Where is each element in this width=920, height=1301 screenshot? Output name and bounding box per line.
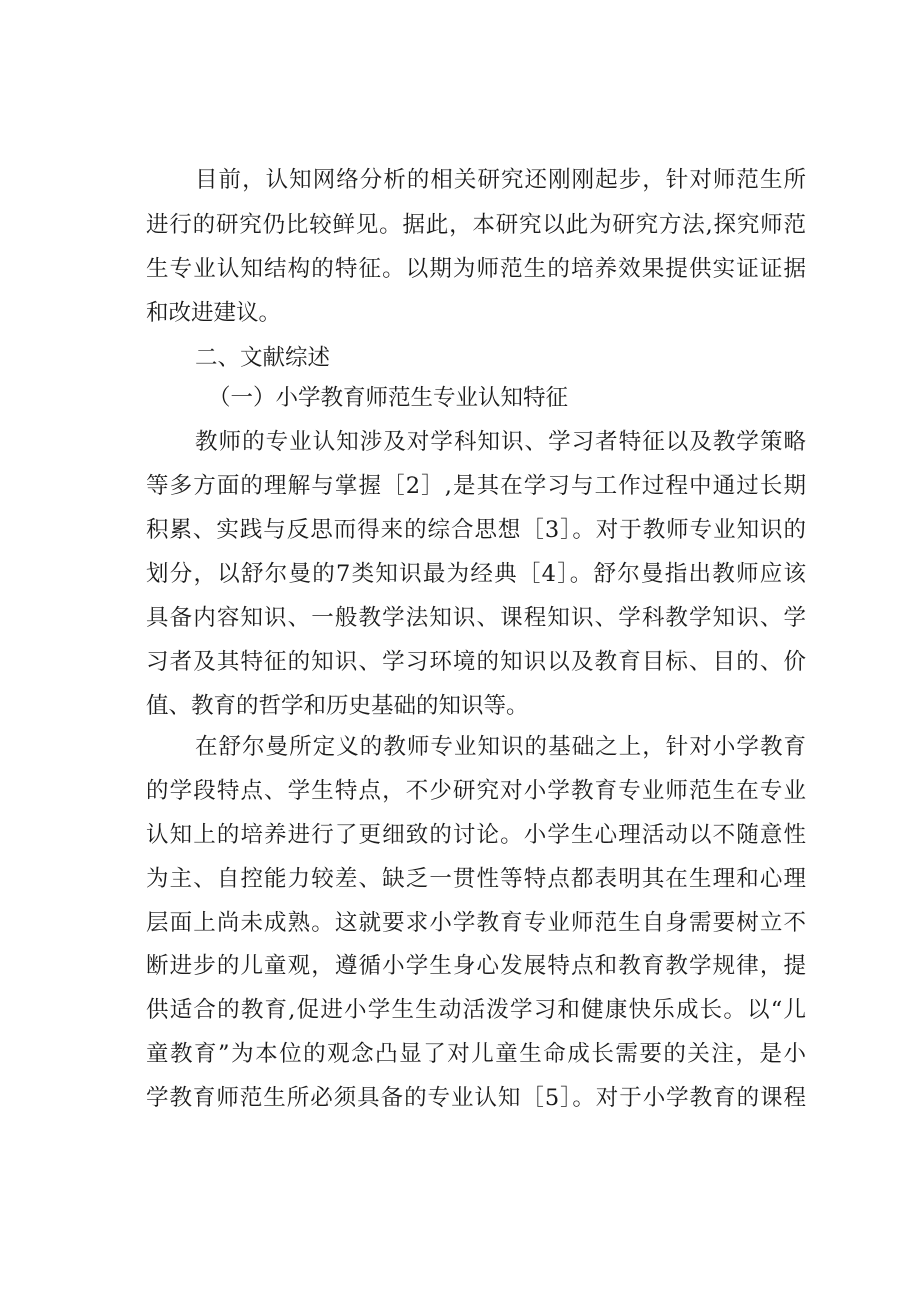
paragraph-1-line-3: 生专业认知结构的特征。以期为师范生的培养效果提供实证证据 bbox=[146, 256, 806, 282]
paragraph-1-line-4: 和改进建议。 bbox=[146, 300, 282, 326]
paragraph-3-line-3: 认知上的培养进行了更细致的讨论。小学生心理活动以不随意性 bbox=[146, 822, 806, 848]
paragraph-3-line-1: 在舒尔曼所定义的教师专业知识的基础之上，针对小学教育 bbox=[195, 734, 806, 760]
paragraph-3-line-2: 的学段特点、学生特点，不少研究对小学教育专业师范生在专业 bbox=[146, 778, 806, 804]
paragraph-3-line-9: 学教育师范生所必须具备的专业认知［5］。对于小学教育的课程 bbox=[146, 1085, 806, 1111]
paragraph-3-line-5: 层面上尚未成熟。这就要求小学教育专业师范生自身需要树立不 bbox=[146, 910, 806, 936]
paragraph-2-line-7: 值、教育的哲学和历史基础的知识等。 bbox=[146, 693, 529, 719]
paragraph-3-line-8: 童教育”为本位的观念凸显了对儿童生命成长需要的关注，是小 bbox=[146, 1041, 806, 1067]
subsection-heading: （一）小学教育师范生专业认知特征 bbox=[208, 385, 569, 411]
paragraph-1-line-2: 进行的研究仍比较鲜见。据此，本研究以此为研究方法,探究师范 bbox=[146, 212, 806, 238]
paragraph-2-line-2: 等多方面的理解与掌握［2］,是其在学习与工作过程中通过长期 bbox=[146, 473, 806, 499]
paragraph-2-line-6: 习者及其特征的知识、学习环境的知识以及教育目标、目的、价 bbox=[146, 649, 806, 675]
section-heading: 二、文献综述 bbox=[195, 345, 331, 371]
paragraph-2-line-1: 教师的专业认知涉及对学科知识、学习者特征以及教学策略 bbox=[195, 429, 806, 455]
paragraph-3-line-4: 为主、自控能力较差、缺乏一贯性等特点都表明其在生理和心理 bbox=[146, 866, 806, 892]
paragraph-2-line-5: 具备内容知识、一般教学法知识、课程知识、学科教学知识、学 bbox=[146, 605, 806, 631]
paragraph-3-line-6: 断进步的儿童观，遵循小学生身心发展特点和教育教学规律，提 bbox=[146, 953, 806, 979]
paragraph-3-line-7: 供适合的教育,促进小学生生动活泼学习和健康快乐成长。以“儿 bbox=[146, 997, 806, 1023]
paragraph-1-line-1: 目前，认知网络分析的相关研究还刚刚起步，针对师范生所 bbox=[195, 167, 806, 193]
paragraph-2-line-4: 划分，以舒尔曼的7类知识最为经典［4］。舒尔曼指出教师应该 bbox=[146, 561, 806, 587]
paragraph-2-line-3: 积累、实践与反思而得来的综合思想［3］。对于教师专业知识的 bbox=[146, 517, 806, 543]
